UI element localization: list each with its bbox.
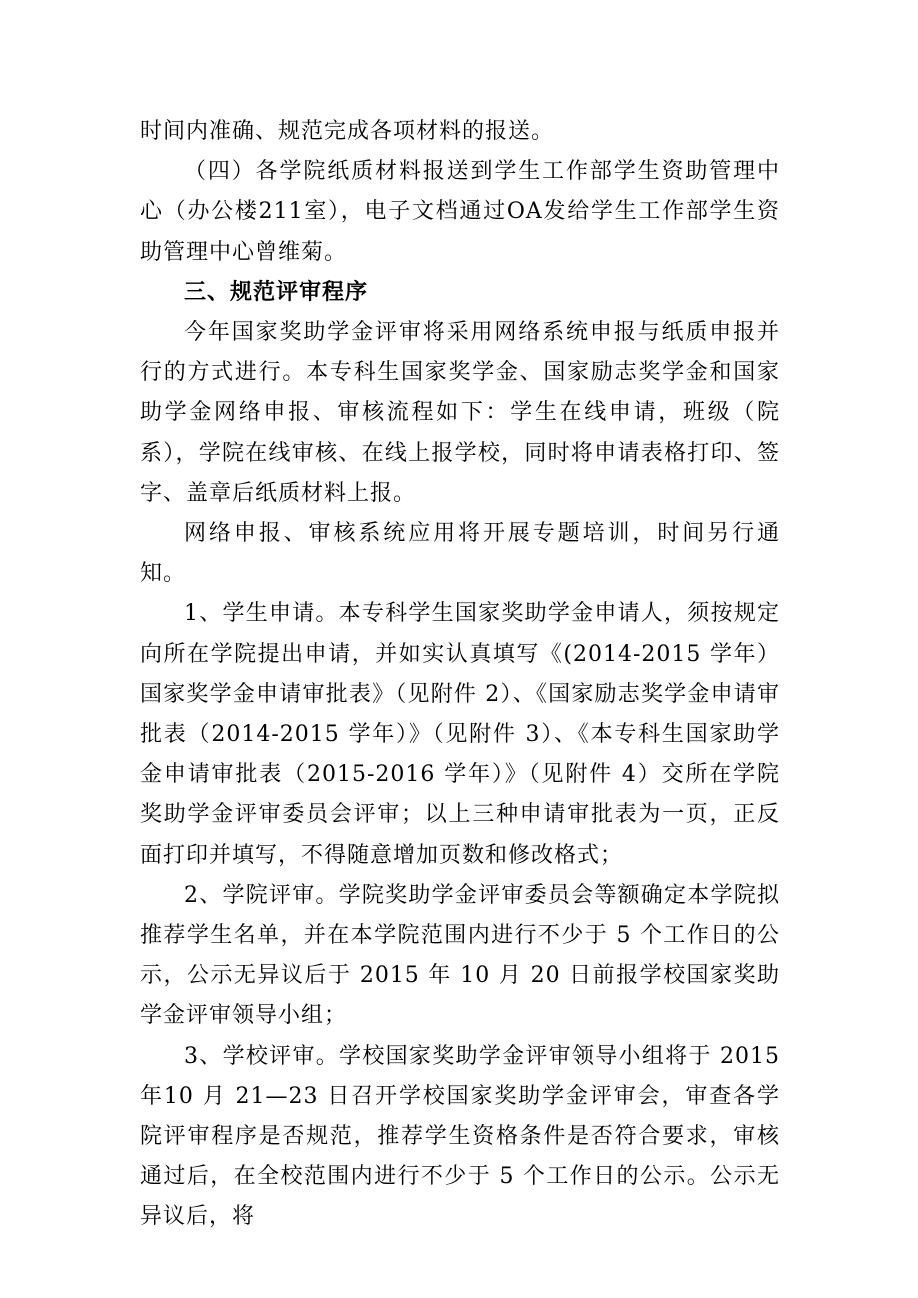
paragraph-review-method: 今年国家奖助学金评审将采用网络系统申报与纸质申报并行的方式进行。本专科生国家奖学金、国家励志奖学金和国家助学金网络申报、审核流程如下：学生在线申请，班级（院系），学院在线审核、在线上报学校，同时将申请表格打印、签字、盖章后纸质材料上报。 <box>140 320 780 506</box>
document-body <box>140 112 780 1238</box>
paragraph-submission-location: （四）各学院纸质材料报送到学生工作部学生资助管理中心（办公楼211室），电子文档通过OA发给学生工作部学生资助管理中心曾维菊。 <box>140 159 780 265</box>
paragraph-training-notice: 网络申报、审核系统应用将开展专题培训，时间另行通知。 <box>140 521 780 587</box>
paragraph-step-student-application: 1、学生申请。本专科学生国家奖助学金申请人，须按规定向所在学院提出申请，并如实认真填写《(2014-2015 学年）国家奖学金申请审批表》（见附件 2）、《国家励志奖学金申请审批表（2014-2015 学年）》（见附件 3）、《本专科生国家助学金申请审批表（2015-2016 学年）》（见附件 4）交所在学院奖助学金评审委员会评审；以上三种申请审批表为一页，正反面打印并填写，不得随意增加页数和修改格式； <box>140 601 780 868</box>
paragraph-step-college-review: 2、学院评审。学院奖助学金评审委员会等额确定本学院拟推荐学生名单，并在本学院范围内进行不少于 5 个工作日的公示，公示无异议后于 2015 年 10 月 20 日前报学校国家奖助学金评审领导小组； <box>140 882 780 1029</box>
paragraph-step-school-review: 3、学校评审。学校国家奖助学金评审领导小组将于 2015 年10 月 21—23 日召开学校国家奖助学金评审会，审查各学院评审程序是否规范，推荐学生资格条件是否符合要求，审核通过后，在全校范围内进行不少于 5 个工作日的公示。公示无异议后，将 <box>140 1043 780 1230</box>
paragraph-continuation: 时间内准确、规范完成各项材料的报送。 <box>140 119 555 144</box>
section-heading-review-procedure: 三、规范评审程序 <box>184 279 369 305</box>
